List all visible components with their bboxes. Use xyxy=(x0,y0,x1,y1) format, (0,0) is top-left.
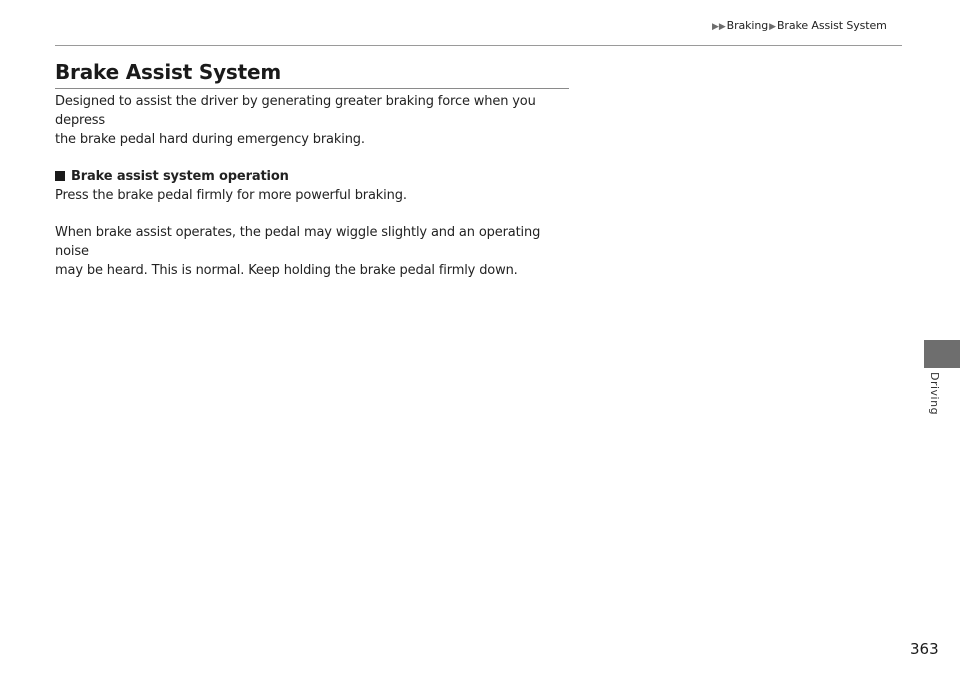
header-divider xyxy=(55,45,902,46)
square-bullet-icon xyxy=(55,171,65,181)
title-divider xyxy=(55,88,569,89)
breadcrumb-page: Brake Assist System xyxy=(776,19,887,32)
intro-paragraph xyxy=(55,92,575,149)
page-number: 363 xyxy=(910,640,939,658)
triangle-right-icon: ▶▶ xyxy=(712,22,726,32)
main-content xyxy=(55,92,575,280)
note-line-1: When brake assist operates, the pedal may wiggle slightly and an operating noise xyxy=(55,225,541,259)
subsection-paragraph: Press the brake pedal firmly for more powerful braking. xyxy=(55,188,407,203)
intro-line-1: Designed to assist the driver by generating greater braking force when you depress xyxy=(55,94,536,128)
note-line-2: may be heard. This is normal. Keep holding the brake pedal firmly down. xyxy=(55,263,518,278)
note-paragraph xyxy=(55,223,575,280)
intro-line-2: the brake pedal hard during emergency braking. xyxy=(55,132,365,147)
subsection-heading xyxy=(55,167,575,186)
subsection-heading-text: Brake assist system operation xyxy=(71,169,289,184)
breadcrumb-section: Braking xyxy=(726,19,769,32)
page-title: Brake Assist System xyxy=(55,60,281,84)
breadcrumb xyxy=(712,19,902,37)
chapter-label: Driving xyxy=(928,372,941,416)
chapter-tab xyxy=(924,340,960,368)
triangle-right-icon: ▶ xyxy=(769,22,776,32)
